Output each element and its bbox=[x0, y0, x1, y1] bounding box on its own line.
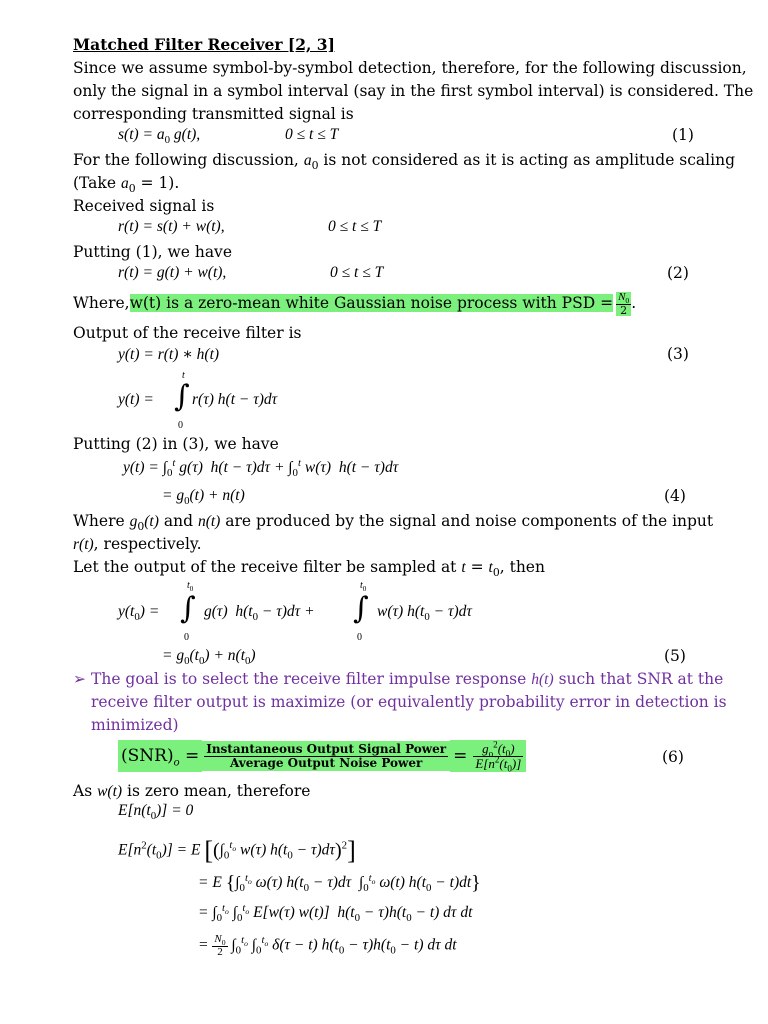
equation-5b: = $g_0(t_0) + n(t_0)$ bbox=[162, 647, 256, 668]
snr-equation: $(SNR)_o$ = $\frac{\text{Instantaneous Output Signal Power}}{\text{Average Output Noise Power}}$ = $\frac{g_o^2(t_0)}{E[n^2(t_0)]}$ bbox=[118, 740, 526, 780]
paragraph-line: As w(t) is zero mean, therefore bbox=[73, 782, 311, 800]
equation-1: $s(t) = a_0$ g(t), bbox=[118, 126, 201, 147]
paragraph-line: Since we assume symbol-by-symbol detection, therefore, for the following discussion, bbox=[73, 59, 747, 77]
paragraph-line: Received signal is bbox=[73, 197, 215, 215]
paragraph-line: For the following discussion, $a_0$ is not considered as it is acting as amplitude scaling bbox=[73, 151, 735, 173]
noise-definition: Where,w(t) is a zero-mean white Gaussian noise process with PSD = $\frac{N_0}{2}$ . bbox=[73, 291, 637, 317]
paragraph-line: only the signal in a symbol interval (say in the first symbol interval) is considered. The bbox=[73, 82, 754, 100]
expectation-line-3: = E {$\int_0^{t_o}$ ω(τ) $h(t_0 - \tau)d\tau$ $\int_0^{t_o}$ ω(t) $h(t_0 - t)dt$} bbox=[198, 871, 481, 895]
integral-sign: ∫ bbox=[174, 379, 190, 414]
equation-1-range: 0 ≤ t ≤ T bbox=[285, 126, 339, 143]
equation-4b: = $g_0(t) + n(t)$ bbox=[162, 487, 245, 508]
goal-bullet-icon: ➢ bbox=[73, 670, 86, 688]
integral-lower-limit: 0 bbox=[178, 420, 183, 431]
received-equation-range: 0 ≤ t ≤ T bbox=[328, 218, 382, 235]
paragraph-line: r(t), respectively. bbox=[73, 535, 202, 553]
equation-5a-lhs: $y(t_0)$ = bbox=[118, 603, 160, 624]
integral-lower-limit: 0 bbox=[184, 632, 189, 643]
paragraph-line: Where $g_0(t)$ and n(t) are produced by the signal and noise components of the input bbox=[73, 512, 714, 534]
paragraph-line: Putting (1), we have bbox=[73, 243, 232, 261]
integral-lower-limit: 0 bbox=[357, 632, 362, 643]
expectation-line-2: $E[n^2(t_0)] = E$ [($\int_0^{t_o}$ w(τ) $h(t_0 - \tau)d\tau)^2$] bbox=[118, 836, 356, 865]
equation-5a-noise: w(τ) $h(t_0 - \tau)d\tau$ bbox=[377, 603, 472, 624]
equation-number: (4) bbox=[664, 487, 686, 505]
equation-number: (1) bbox=[672, 126, 694, 144]
equation-2-range: 0 ≤ t ≤ T bbox=[330, 264, 384, 281]
expectation-line-1: $E[n(t_0)] = 0$ bbox=[118, 802, 194, 823]
convolution-lhs: y(t) = bbox=[118, 391, 154, 408]
integral-upper-limit: t bbox=[182, 370, 185, 381]
goal-line: receive filter output is maximize (or equivalently probability error in detection is bbox=[91, 693, 727, 711]
equation-number: (3) bbox=[667, 345, 689, 363]
received-equation: r(t) = s(t) + w(t), bbox=[118, 218, 225, 235]
paragraph-line: Putting (2) in (3), we have bbox=[73, 435, 279, 453]
expectation-line-4: = $\int_0^{t_o}$ $\int_0^{t_o}$ E[w(τ) w(t)] $h(t_0 - \tau)h(t_0 - t)$ dτ dt bbox=[198, 901, 473, 925]
integral-sign: ∫ bbox=[180, 591, 196, 626]
paragraph-line: Let the output of the receive filter be sampled at $t = t_0$, then bbox=[73, 558, 545, 580]
convolution-integrand: r(τ) h(t − τ)dτ bbox=[192, 391, 278, 408]
equation-4a: $y(t) = \int_0^t$ g(τ) $h(t - \tau)d\tau + \int_0^t$ w(τ) h(t − τ)dτ bbox=[123, 456, 399, 480]
equation-3: y(t) = r(t) ∗ h(t) bbox=[118, 346, 220, 363]
equation-number: (6) bbox=[662, 748, 684, 766]
psd-fraction: $\frac{N_0}{2}$ bbox=[618, 291, 630, 317]
integral-sign: ∫ bbox=[353, 591, 369, 626]
highlighted-text: w(t) is a zero-mean white Gaussian noise process with PSD = bbox=[129, 294, 614, 313]
equation-2: r(t) = g(t) + w(t), bbox=[118, 264, 227, 281]
goal-line: The goal is to select the receive filter impulse response h(t) such that SNR at the bbox=[91, 670, 724, 688]
paragraph-line: Output of the receive filter is bbox=[73, 324, 302, 342]
equation-5a-signal: g(τ) $h(t_0 - \tau)d\tau$ + bbox=[204, 603, 315, 624]
expectation-line-5: = $\frac{N_0}{2}$ $\int_0^{t_o}$ $\int_0^{t_o}$ δ(τ − t) $h(t_0 - \tau)h(t_0 - t)$ dτ dt bbox=[198, 933, 457, 958]
goal-line: minimized) bbox=[91, 716, 179, 734]
equation-number: (2) bbox=[667, 264, 689, 282]
paragraph-line: (Take $a_0 = 1$). bbox=[73, 174, 180, 196]
paragraph-line: corresponding transmitted signal is bbox=[73, 105, 354, 123]
integral-upper-limit: $t_0$ bbox=[360, 580, 367, 593]
integral-upper-limit: $t_0$ bbox=[187, 580, 194, 593]
section-title: Matched Filter Receiver [2, 3] bbox=[73, 35, 335, 54]
equation-number: (5) bbox=[664, 647, 686, 665]
